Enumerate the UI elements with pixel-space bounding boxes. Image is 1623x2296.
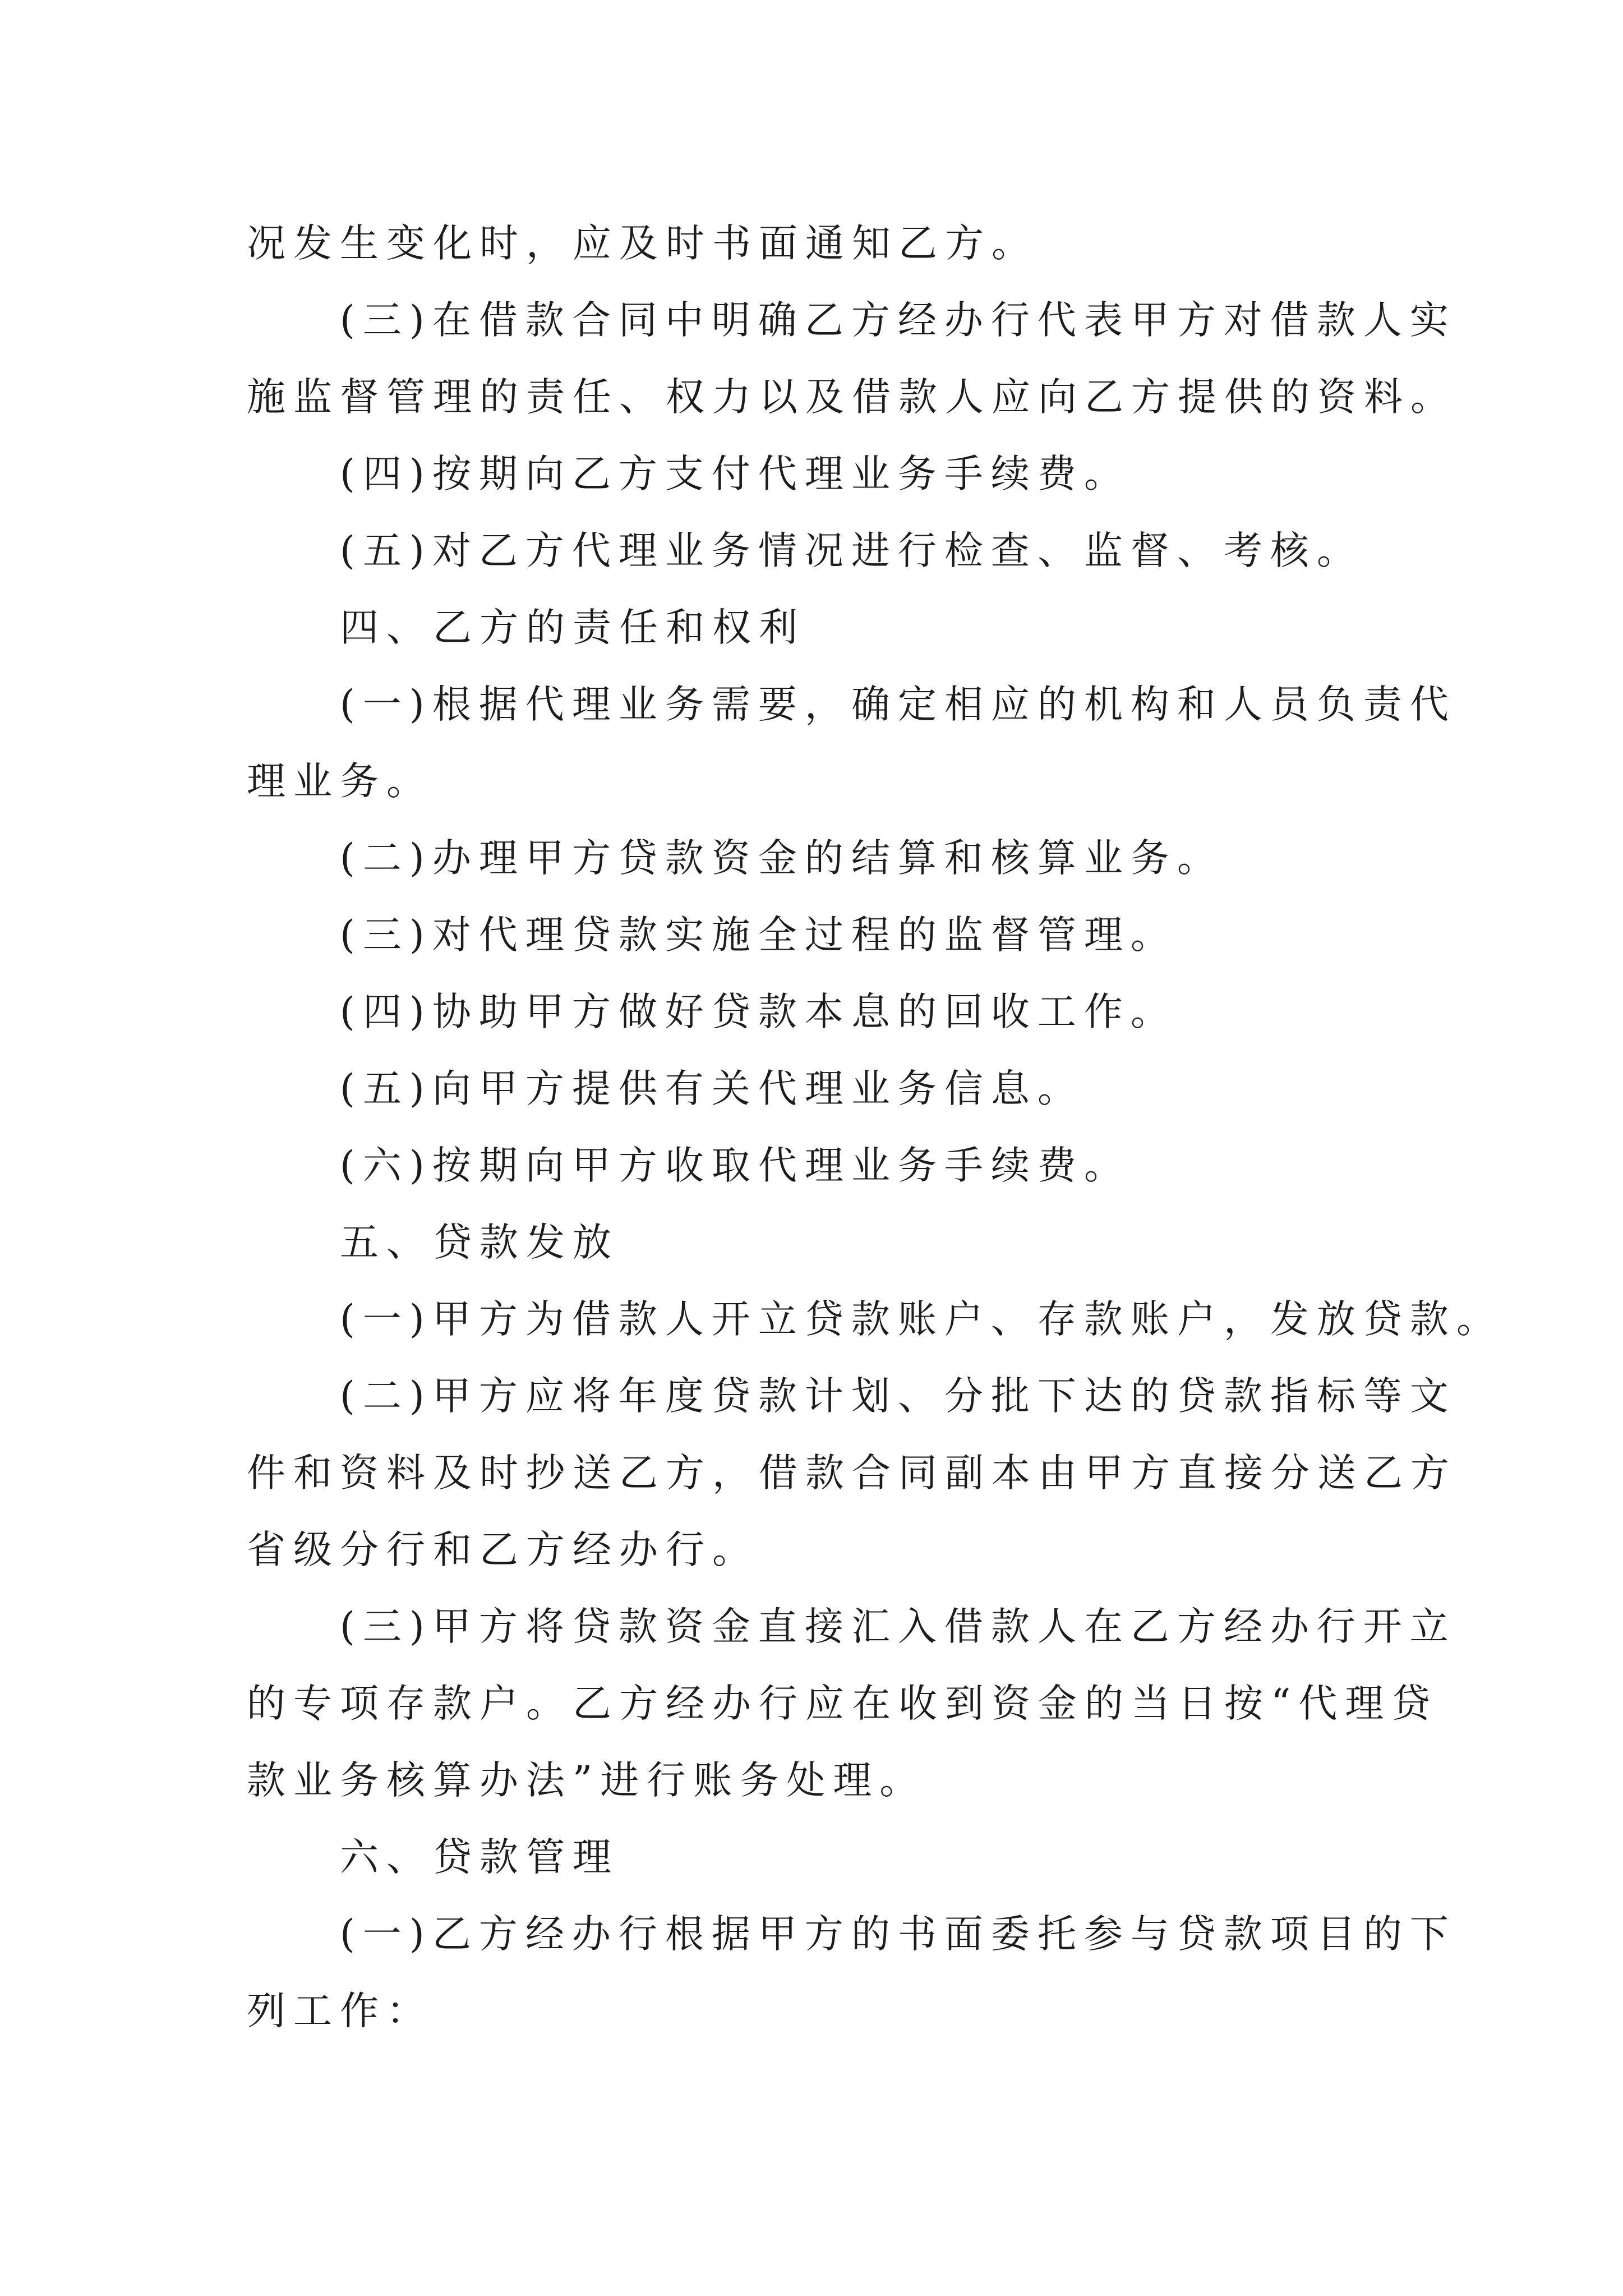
- paragraph-line: 况发生变化时，应及时书面通知乙方。: [247, 221, 1038, 266]
- section-heading: 六、贷款管理: [340, 1835, 619, 1880]
- body-text: [247, 205, 1503, 2050]
- paragraph-line: 省级分行和乙方经办行。: [247, 1527, 759, 1572]
- paragraph-line: (二)甲方应将年度贷款计划、分批下达的贷款指标等文: [340, 1374, 1456, 1419]
- paragraph-line: 款业务核算办法”进行账务处理。: [247, 1758, 926, 1803]
- paragraph-line: (五)向甲方提供有关代理业务信息。: [340, 1066, 1084, 1111]
- paragraph-line: (三)在借款合同中明确乙方经办行代表甲方对借款人实: [340, 298, 1456, 343]
- paragraph-line: (二)办理甲方贷款资金的结算和核算业务。: [340, 836, 1224, 881]
- paragraph-line: 件和资料及时抄送乙方，借款合同副本由甲方直接分送乙方: [247, 1451, 1457, 1496]
- paragraph-line: 理业务。: [247, 759, 433, 804]
- paragraph-line: 的专项存款户。乙方经办行应在收到资金的当日按“代理贷: [247, 1681, 1438, 1726]
- paragraph-line: (三)对代理贷款实施全过程的监督管理。: [340, 913, 1177, 958]
- paragraph-line: 施监督管理的责任、权力以及借款人应向乙方提供的资料。: [247, 375, 1457, 420]
- paragraph-line: (一)甲方为借款人开立贷款账户、存款账户，发放贷款。: [340, 1297, 1503, 1342]
- paragraph-line: 列工作：: [247, 1989, 433, 2033]
- paragraph-line: (四)协助甲方做好贷款本息的回收工作。: [340, 990, 1177, 1034]
- paragraph-line: (四)按期向乙方支付代理业务手续费。: [340, 452, 1131, 496]
- section-heading: 五、贷款发放: [340, 1220, 619, 1265]
- paragraph-line: (一)根据代理业务需要，确定相应的机构和人员负责代: [340, 682, 1456, 727]
- paragraph-line: (一)乙方经办行根据甲方的书面委托参与贷款项目的下: [340, 1912, 1456, 1957]
- paragraph-line: (五)对乙方代理业务情况进行检查、监督、考核。: [340, 528, 1363, 573]
- paragraph-line: (六)按期向甲方收取代理业务手续费。: [340, 1143, 1131, 1188]
- section-heading: 四、乙方的责任和权利: [340, 605, 805, 650]
- paragraph-line: (三)甲方将贷款资金直接汇入借款人在乙方经办行开立: [340, 1604, 1456, 1649]
